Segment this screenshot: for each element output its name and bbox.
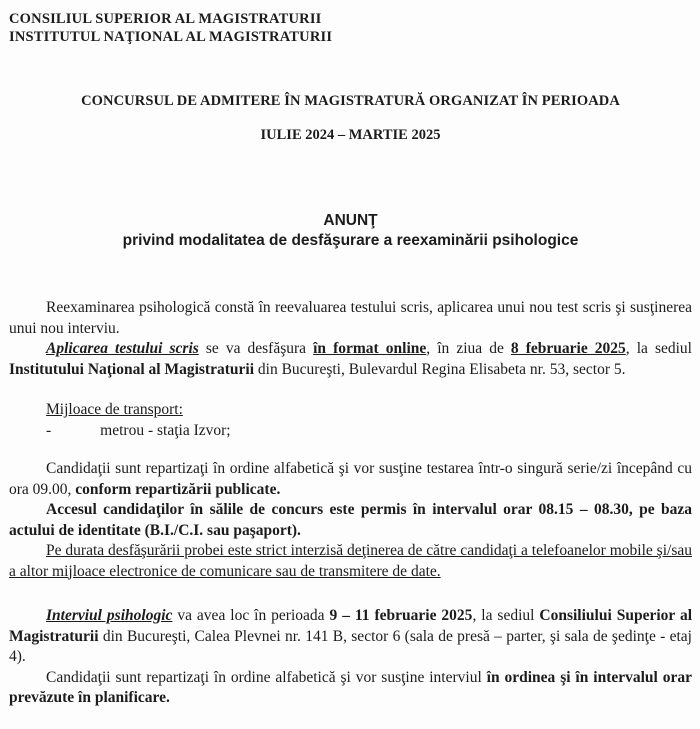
text-segment: Candidaţii sunt repartizaţi în ordine alfabetică şi vor susţine testarea într-o singură serie/zi începând cu ora 09.00, bbox=[9, 460, 692, 498]
announcement-subheading: privind modalitatea de desfăşurare a reexaminării psihologice bbox=[122, 232, 579, 249]
contest-title: CONCURSUL DE ADMITERE ÎN MAGISTRATURĂ ORGANIZAT ÎN PERIOADA bbox=[81, 93, 620, 109]
paragraph-repartizare-interviu bbox=[9, 668, 692, 709]
contest-period: IULIE 2024 – MARTIE 2025 bbox=[260, 127, 441, 143]
text-segment: din Bucureşti, Calea Plevnei nr. 141 B, sector 6 (sala de presă – parter, şi sala de şedinţe - etaj 4). bbox=[9, 627, 692, 665]
paragraph-aplicarea-test bbox=[9, 339, 692, 380]
interviu-label: Interviul psihologic bbox=[46, 607, 173, 624]
paragraph-reexaminare bbox=[9, 298, 692, 339]
aplicarea-test-label: Aplicarea testului scris bbox=[46, 340, 199, 357]
institute-name-highlight: Institutului Naţional al Magistraturii bbox=[9, 360, 255, 378]
transport-item bbox=[46, 421, 692, 442]
council-name-highlight: Consiliului Superior al Magistraturii bbox=[9, 607, 693, 645]
text-segment: , la sediul bbox=[472, 607, 540, 624]
test-date-highlight: 8 februarie 2025 bbox=[510, 340, 626, 357]
text-segment: Candidaţii sunt repartizaţi în ordine alfabetică şi vor susţine interviul bbox=[46, 668, 487, 686]
text-segment: din Bucureşti, Bulevardul Regina Elisabeta nr. 53, sector 5. bbox=[254, 360, 626, 378]
text-segment: va avea loc în perioada bbox=[172, 607, 330, 624]
text-segment: , la sediul bbox=[625, 340, 692, 357]
org-header bbox=[9, 11, 692, 46]
text-segment: , în ziua de bbox=[426, 340, 511, 357]
interdictie-telefoane-text: Pe durata desfăşurării probei este strict interzisă deţinerea de către candidaţi a telefoanelor mobile şi/sau a altor mijloace electronice de comunicare sau de transmitere de date. bbox=[9, 542, 692, 580]
org-line-1: CONSILIUL SUPERIOR AL MAGISTRATURII bbox=[9, 11, 322, 27]
transport-heading: Mijloace de transport: bbox=[46, 401, 183, 418]
paragraph-reexaminare-text: Reexaminarea psihologică constă în reevaluarea testului scris, aplicarea unui nou test scris şi susţinerea unui nou interviu. bbox=[9, 299, 692, 337]
document-body bbox=[9, 298, 692, 709]
paragraph-repartizare-testare bbox=[9, 459, 692, 500]
list-dash: - bbox=[46, 421, 52, 439]
text-segment: se va desfăşura bbox=[198, 340, 314, 357]
format-online-highlight: în format online bbox=[313, 340, 427, 357]
interviu-date-highlight: 9 – 11 februarie 2025 bbox=[329, 607, 473, 624]
announcement-heading: ANUNŢ bbox=[323, 212, 378, 229]
ordine-interval-highlight: în ordinea şi în intervalul orar prevăzute în planificare. bbox=[9, 668, 692, 706]
acces-sali-text: Accesul candidaţilor în sălile de concurs este permis în intervalul orar 08.15 – 08.30, pe baza actului de identitate (B.I./C.I. sau paşaport). bbox=[9, 501, 692, 539]
paragraph-interviu bbox=[9, 606, 692, 668]
paragraph-acces-sali bbox=[9, 500, 692, 541]
transport-item-text: metrou - staţia Izvor; bbox=[100, 421, 231, 439]
paragraph-interdictie-telefoane bbox=[9, 541, 692, 582]
org-line-2: INSTITUTUL NAŢIONAL AL MAGISTRATURII bbox=[9, 28, 333, 45]
repartizare-highlight: conform repartizării publicate. bbox=[75, 480, 281, 498]
